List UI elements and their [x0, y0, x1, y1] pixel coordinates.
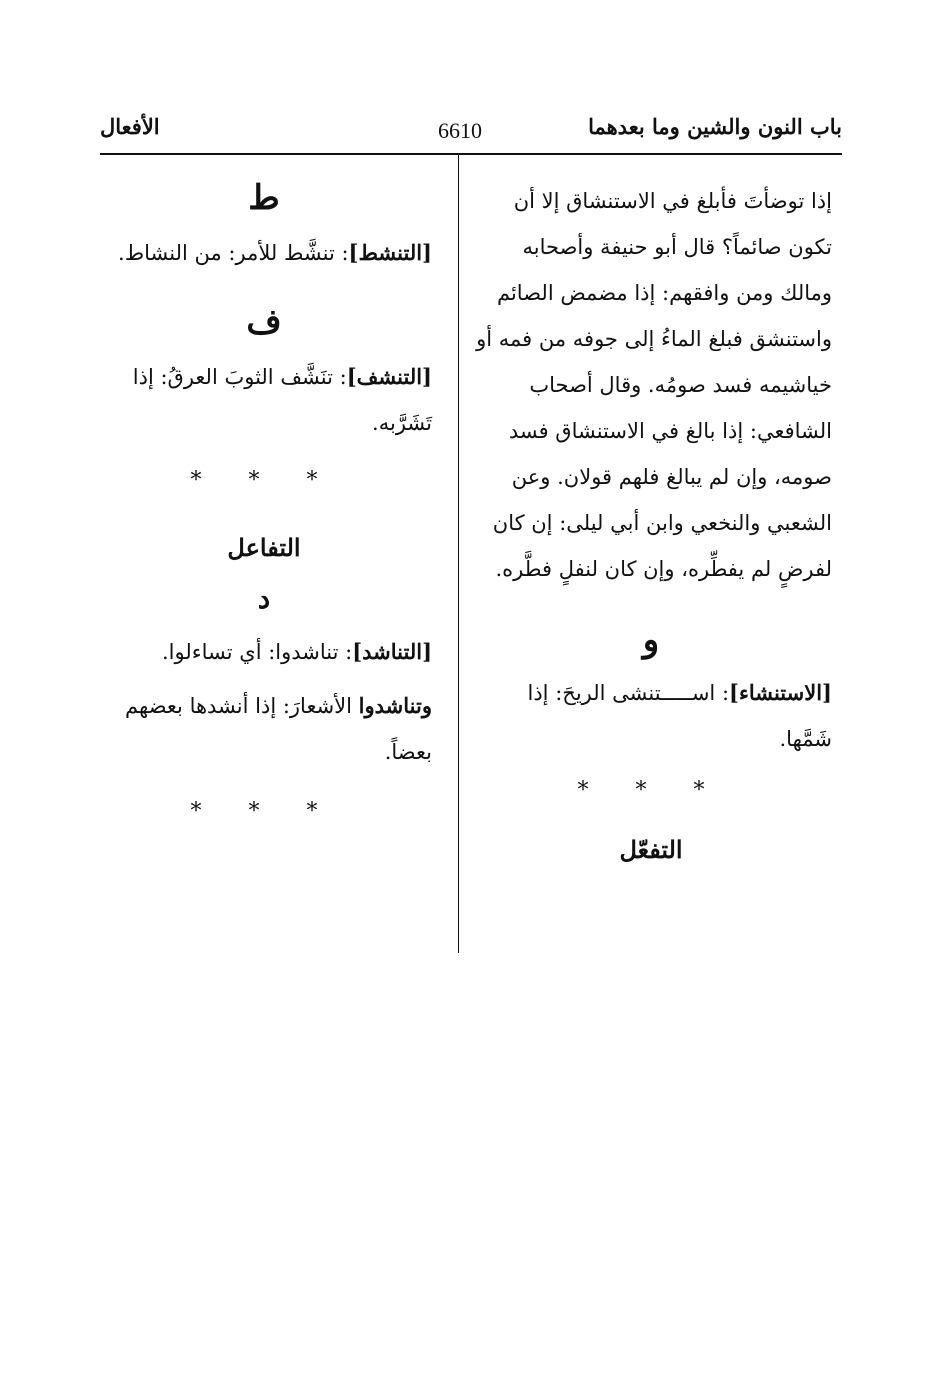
paragraph-line: لفرضٍ لم يفطِّره، وإن كان لنفلٍ فطَّره.: [495, 557, 832, 581]
separator-stars: * * *: [190, 468, 338, 493]
header-rule: [100, 153, 842, 155]
entry-text: : تنشَّط للأمر: من النشاط.: [118, 241, 349, 265]
entry-term: [التنشط]: [348, 240, 432, 265]
entry-text: : تناشدوا: أي تساءلوا.: [161, 640, 353, 664]
page-header: [100, 110, 842, 150]
entry-text: الأشعارَ: إذا أنشدها بعضهم: [125, 694, 359, 718]
right-column: [470, 178, 832, 864]
entry-tanashshuf: [96, 354, 432, 446]
paragraph-line: ومالك ومن وافقهم: إذا مضمض الصائم: [496, 281, 832, 305]
entry-tanashadu-ashaar: [96, 683, 432, 775]
entry-term: [التنشف]: [346, 364, 432, 389]
left-column: [96, 178, 432, 824]
entry-continuation: تَشَرَّبه.: [372, 411, 432, 435]
entry-term: [التناشد]: [352, 639, 432, 664]
entry-istinsha: [470, 670, 832, 762]
entry-text: : اســـــتنشى الريحَ: إذا: [527, 681, 730, 705]
paragraph-line: خياشيمه فسد صومُه. وقال أصحاب: [529, 373, 832, 397]
page-number: 6610: [438, 118, 482, 143]
letter-heading-ta: ط: [248, 178, 280, 218]
entry-term: وتناشدوا: [358, 693, 432, 718]
entry-tanashud: [96, 629, 432, 675]
letter-heading-dal: د: [257, 582, 271, 615]
letter-heading-waw: و: [642, 620, 660, 660]
entry-text: : تنَشَّف الثوبَ العرقُ: إذا: [132, 365, 347, 389]
paragraph-line: الشعبي والنخعي وابن أبي ليلى: إن كان: [492, 511, 832, 535]
paragraph-line: تكون صائماً؟ قال أبو حنيفة وأصحابه: [522, 235, 832, 259]
column-divider: [458, 153, 459, 953]
separator-stars: * * *: [577, 778, 725, 803]
paragraph-line: واستنشق فبلغ الماءُ إلى جوفه من فمه أو: [476, 327, 832, 351]
entry-continuation: بعضاً.: [384, 740, 432, 764]
paragraph-line: صومه، وإن لم يبالغ فلهم قولان. وعن: [511, 465, 832, 489]
istinshaq-paragraph: [470, 178, 832, 592]
chapter-title: باب النون والشين وما بعدهما: [588, 114, 842, 139]
entry-tanashshut: [96, 230, 432, 276]
entry-continuation: شَمَّها.: [779, 727, 832, 751]
letter-heading-fa: ف: [246, 302, 282, 342]
section-title: الأفعال: [100, 114, 160, 139]
paragraph-line: إذا توضأتَ فأبلغ في الاستنشاق إلا أن: [513, 189, 832, 213]
paragraph-line: الشافعي: إذا بالغ في الاستنشاق فسد: [508, 419, 832, 443]
section-heading-tafaul: التفعّل: [619, 835, 683, 864]
separator-stars: * * *: [190, 799, 338, 824]
entry-term: [الاستنشاء]: [729, 680, 832, 705]
section-heading-tafaul: التفاعل: [227, 533, 301, 562]
